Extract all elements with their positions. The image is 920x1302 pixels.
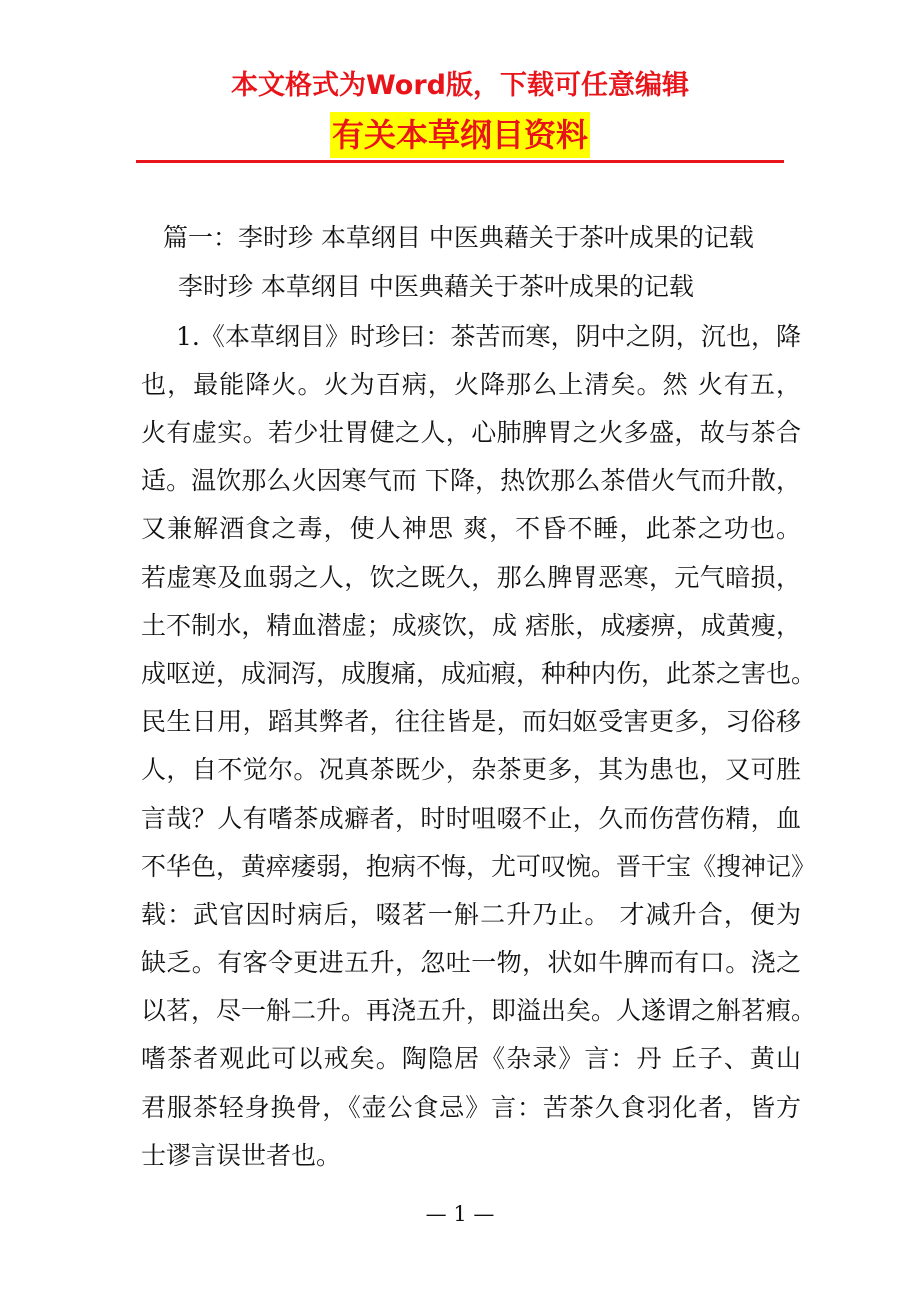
- body-line: 也，最能降火。火为百病，火降那么上清矣。然 火有五，: [141, 370, 801, 399]
- body-line: 1.《本草纲目》时珍曰：茶苦而寒，阴中之阴，沉也，降: [176, 322, 801, 351]
- section-heading: 篇一：李时珍 本草纲目 中医典藉关于茶叶成果的记载: [163, 223, 754, 252]
- body-line: 土不制水，精血潜虚；成痰饮，成 痞胀，成痿痹，成黄瘦，: [141, 611, 801, 640]
- page-number: — 1 —: [425, 1202, 495, 1226]
- body-line: 民生日用，蹈其弊者，往往皆是，而妇妪受害更多，习俗移: [141, 707, 801, 736]
- body-line: 若虚寒及血弱之人，饮之既久，那么脾胃恶寒，元气暗损，: [141, 563, 801, 592]
- body-line: 不华色，黄瘁痿弱，抱病不悔，尤可叹惋。晋干宝《搜神记》: [141, 852, 817, 881]
- word-format-notice: 本文格式为Word版，下载可任意编辑: [230, 70, 689, 101]
- body-line: 载：武官因时病后，啜茗一斛二升乃止。 才减升合，便为: [141, 900, 801, 929]
- body-line: 成呕逆，成洞泻，成腹痛，成疝瘕，种种内伤，此茶之害也。: [141, 659, 817, 688]
- body-line: 适。温饮那么火因寒气而 下降，热饮那么茶借火气而升散，: [141, 466, 801, 495]
- body-line: 火有虚实。若少壮胃健之人，心肺脾胃之火多盛，故与茶合: [141, 418, 801, 447]
- body-line: 君服茶轻身换骨，《壶公食忌》言：苦茶久食羽化者，皆方: [141, 1093, 801, 1122]
- body-line: 士谬言误世者也。: [141, 1141, 342, 1170]
- title-underline-divider: [136, 160, 784, 163]
- body-line: 又兼解酒食之毒，使人神思 爽，不昏不睡，此茶之功也。: [141, 514, 801, 543]
- section-subheading: 李时珍 本草纲目 中医典藉关于茶叶成果的记载: [178, 272, 694, 301]
- body-line: 人，自不觉尔。况真茶既少，杂茶更多，其为患也，又可胜: [141, 755, 801, 784]
- body-line: 言哉？人有嗜茶成癖者，时时咀啜不止，久而伤营伤精，血: [141, 804, 801, 833]
- body-line: 缺乏。有客令更进五升，忽吐一物，状如牛脾而有口。浇之: [141, 948, 801, 977]
- document-title: 有关本草纲目资料: [330, 112, 590, 158]
- body-line: 嗜茶者观此可以戒矣。陶隐居《杂录》言：丹 丘子、黄山: [141, 1044, 801, 1073]
- document-title-container: [0, 112, 920, 158]
- body-line: 以茗，尽一斛二升。再浇五升，即溢出矣。人遂谓之斛茗瘕。: [141, 996, 817, 1025]
